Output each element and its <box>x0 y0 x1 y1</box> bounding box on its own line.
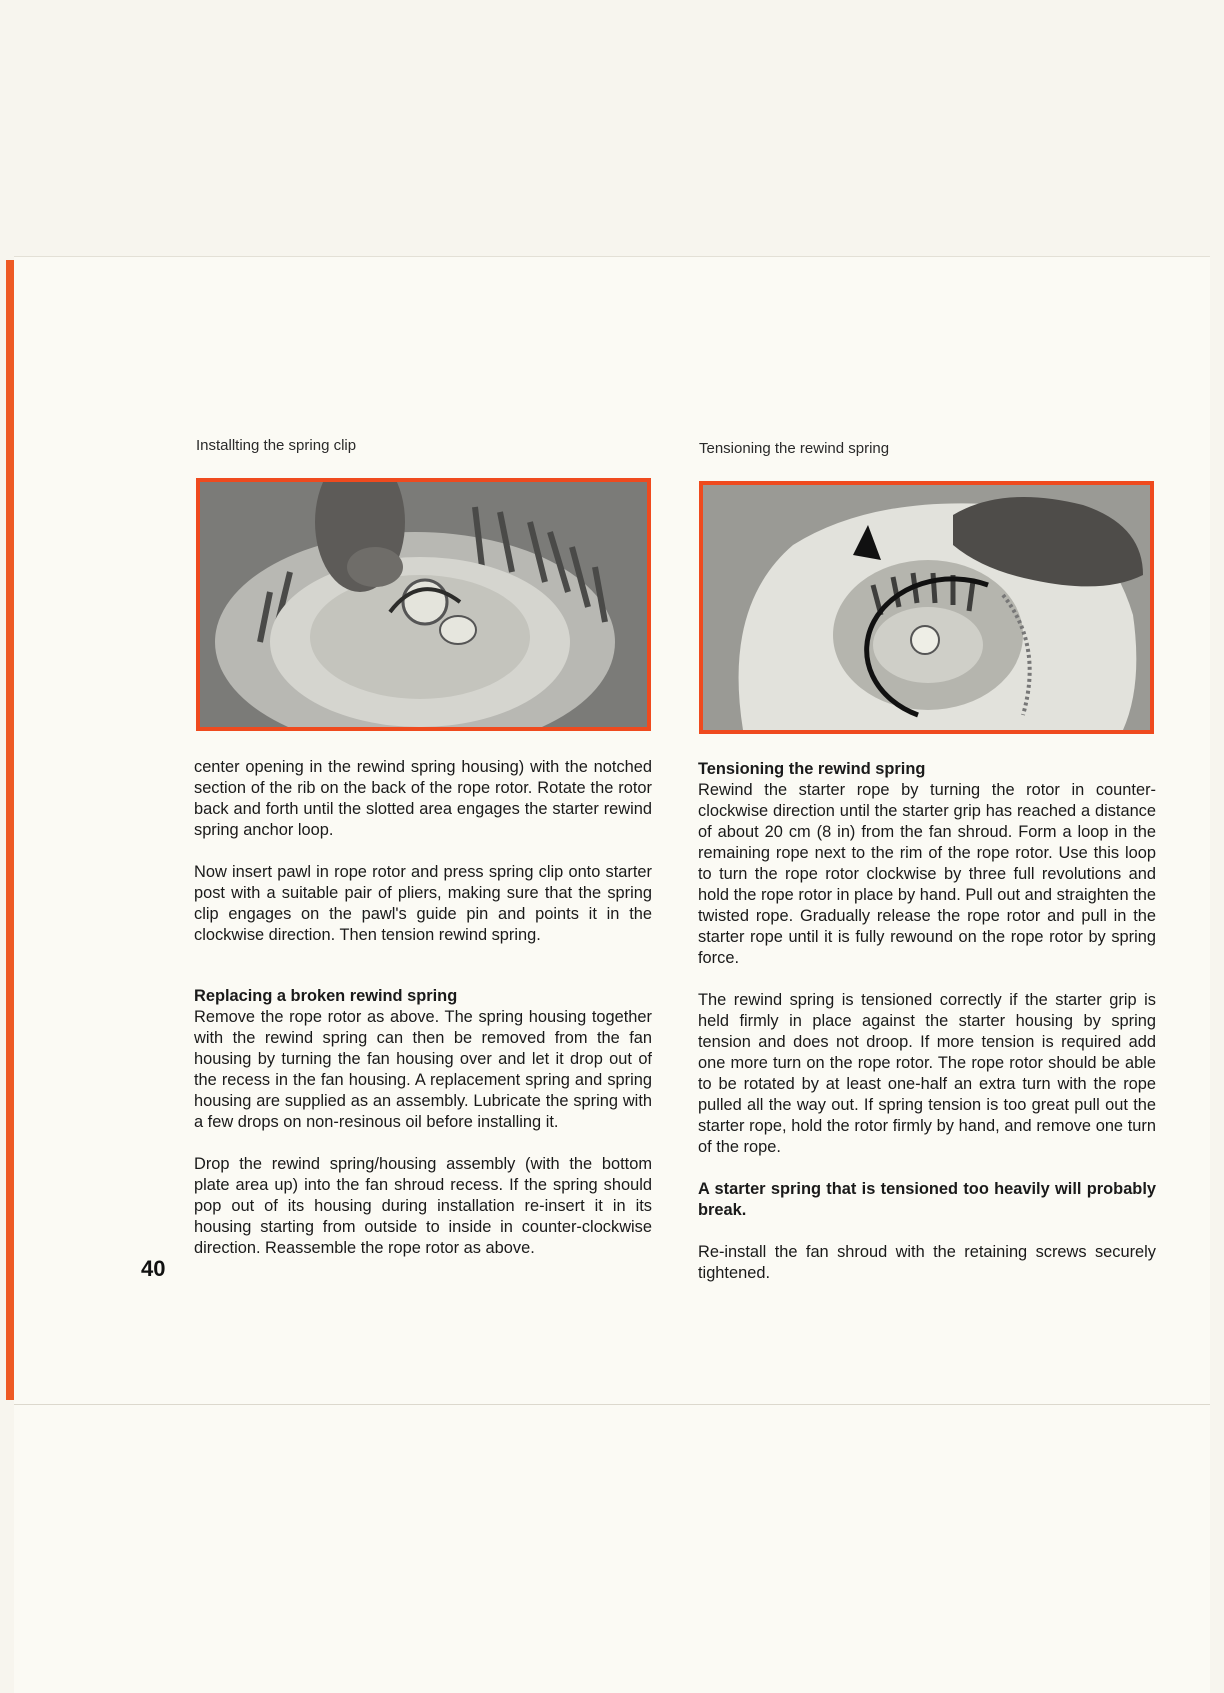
left-section-heading: Replacing a broken rewind spring <box>194 987 458 1005</box>
right-paragraph-2: The rewind spring is tensioned correctly if the starter grip is held firmly in place against the starter housing by spring tension and does not droop. If more tension is required add one more turn on the rope rotor. The rope rotor should be able to be rotated by at least one-half an extra turn with the rope pulled all the way out. If spring tension is too great pull out the starter rope, hold the rotor firmly by hand, and remove one turn of the rope. <box>698 991 1156 1156</box>
spring-clip-photo-icon <box>200 482 647 727</box>
left-paragraph-2: Now insert pawl in rope rotor and press spring clip onto starter post with a suitable pair of pliers, making sure that the spring clip engages on the pawl's guide pin and points it in the clockwise direction. Then tension rewind spring. <box>194 863 652 944</box>
right-paragraph-1: Rewind the starter rope by turning the rotor in counter-clockwise direction until the starter grip has reached a distance of about 20 cm (8 in) from the fan shroud. Form a loop in the remaining rope next to the rim of the rope rotor. Use this loop to turn the rope rotor clockwise by three full revolutions and hold the rope rotor in place by hand. Pull out and straighten the twisted rope. Gradually release the rope rotor and pull in the starter rope until it is fully rewound on the rope rotor by spring force. <box>698 781 1156 967</box>
right-paragraph-3: Re-install the fan shroud with the retaining screws securely tightened. <box>698 1243 1156 1282</box>
left-photo-caption: Installting the spring clip <box>196 437 357 454</box>
right-text-column <box>698 759 1156 1284</box>
left-text-column <box>194 757 652 1259</box>
left-paragraph-3: Remove the rope rotor as above. The spring housing together with the rewind spring can then be removed from the fan housing by turning the fan housing over and let it drop out of the recess in the fan housing. A replacement spring and spring housing are supplied as an assembly. Lubricate the spring with a few drops on non-resinous oil before installing it. <box>194 1008 652 1131</box>
right-photo-caption: Tensioning the rewind spring <box>699 440 890 457</box>
tensioning-photo-icon <box>703 485 1150 730</box>
left-paragraph-4: Drop the rewind spring/housing assembly (with the bottom plate area up) into the fan shroud recess. If the spring should pop out of its housing during installation re-insert it in its housing starting from outside to inside in counter-clockwise direction. Reassemble the rope rotor as above. <box>194 1155 652 1257</box>
right-section-heading: Tensioning the rewind spring <box>698 760 926 778</box>
right-photo <box>699 481 1154 734</box>
page-number: 40 <box>141 1256 166 1281</box>
orange-edge-bar <box>6 260 14 1400</box>
left-paragraph-1: center opening in the rewind spring housing) with the notched section of the rib on the back of the rope rotor. Rotate the rotor back and forth until the slotted area engages the starter rewind spring anchor loop. <box>194 758 652 839</box>
page-bottom-edge <box>14 1404 1210 1405</box>
left-photo <box>196 478 651 731</box>
warning-text: A starter spring that is tensioned too heavily will probably break. <box>698 1180 1156 1219</box>
